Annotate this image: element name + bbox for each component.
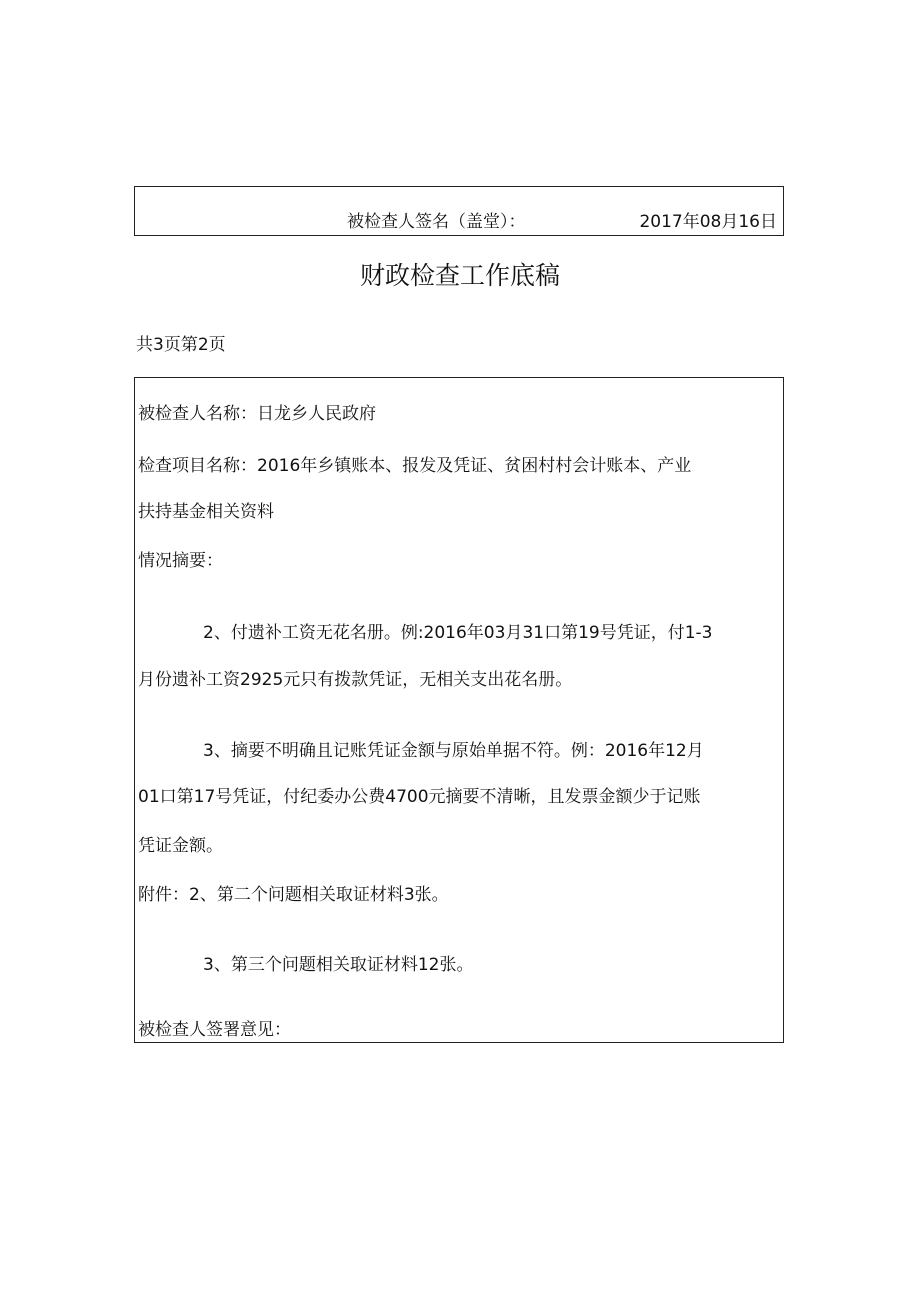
worksheet-body xyxy=(134,377,784,1043)
item3-line-3: 凭证金额。 xyxy=(138,836,223,856)
item3-line-1: 3、摘要不明确且记账凭证金额与原始单据不符。例：2016年12月 xyxy=(203,741,704,761)
item2-line-2: 月份遗补工资2925元只有拨款凭证，无相关支出花名册。 xyxy=(138,670,573,690)
signature-label: 被检查人签名（盖堂）： xyxy=(347,212,526,232)
inspected-name-line: 被检查人名称：日龙乡人民政府 xyxy=(138,404,376,424)
item3-line-2: 01口第17号凭证，付纪委办公费4700元摘要不清晰，且发票金额少于记账 xyxy=(138,787,701,807)
item2-line-1: 2、付遗补工资无花名册。例:2016年03月31口第19号凭证，付1-3 xyxy=(203,623,713,643)
signature-date: 2017年08月16日 xyxy=(639,212,777,232)
summary-label: 情况摘要： xyxy=(138,551,223,571)
project-line-1: 检查项目名称：2016年乡镇账本、报发及凭证、贫困村村会计账本、产业 xyxy=(138,456,692,476)
signature-header-box xyxy=(134,186,784,236)
project-line-2: 扶持基金相关资料 xyxy=(138,502,274,522)
page-count: 共3页第2页 xyxy=(136,335,226,355)
opinion-label: 被检查人签署意见： xyxy=(138,1020,291,1040)
document-title: 财政检查工作底稿 xyxy=(359,261,560,290)
attachment-line-2: 3、第三个问题相关取证材料12张。 xyxy=(203,955,474,975)
attachment-line-1: 附件：2、第二个问题相关取证材料3张。 xyxy=(138,885,449,905)
